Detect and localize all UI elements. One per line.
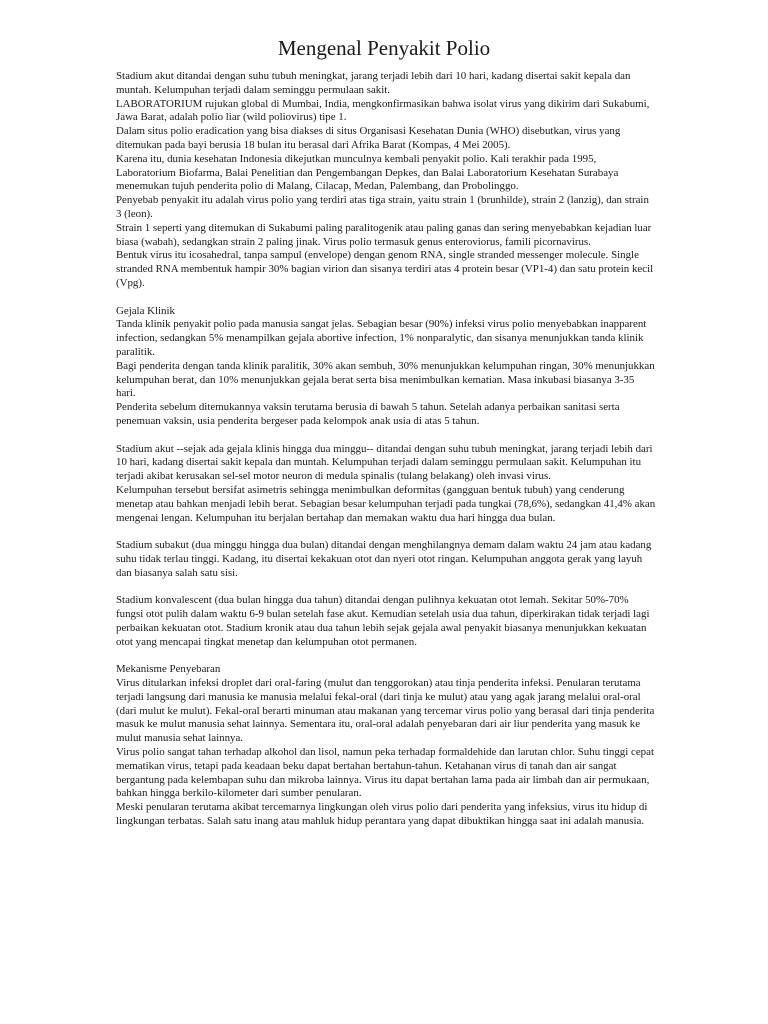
paragraph: Tanda klinik penyakit polio pada manusia sangat jelas. Sebagian besar (90%) infeksi virus polio menyebabkan inapparent infection, sedangkan 5% menampilkan gejala abortive infection, 1% nonparalytic, dan sisanya menunjukkan tanda klinik paralitik. xyxy=(116,318,647,358)
paragraph: LABORATORIUM rujukan global di Mumbai, India, mengkonfirmasikan bahwa isolat virus yang dikirim dari Sukabumi, Jawa Barat, adalah polio liar (wild poliovirus) tipe 1. xyxy=(116,97,650,124)
paragraph: Strain 1 seperti yang ditemukan di Sukabumi paling paralitogenik atau paling ganas dan sering menyebabkan kejadian luar biasa (wabah), sedangkan strain 2 paling jinak. Virus polio termasuk genus enteroviorus, famili picornavirus. xyxy=(116,221,652,248)
paragraph: Stadium subakut (dua minggu hingga dua bulan) ditandai dengan menghilangnya demam dalam waktu 24 jam atau kadang suhu tidak terlau tinggi. Kadang, itu disertai kekakuan otot dan nyeri otot ringan. Kelumpuhan anggota gerak yang layuh dan biasanya salah satu sisi. xyxy=(116,539,652,579)
paragraph: Karena itu, dunia kesehatan Indonesia dikejutkan munculnya kembali penyakit polio. Kali terakhir pada 1995, Laboratorium Biofarma, Balai Penelitian dan Pengembangan Depkes, dan Balai Laboratorium Kesehatan Surabaya menemukan tujuh penderita polio di Malang, Cilacap, Medan, Palembang, dan Probolinggo. xyxy=(116,152,619,193)
paragraph-spacer xyxy=(116,580,656,594)
paragraph: Bentuk virus itu icosahedral, tanpa sampul (envelope) dengan genom RNA, single stranded messenger molecule. Single stranded RNA membentuk hampir 30% bagian virion dan sisanya terdiri atas 4 protein besar (VP1-4) dan satu protein kecil (Vpg). xyxy=(116,249,654,289)
paragraph: Meski penularan terutama akibat tercemarnya lingkungan oleh virus polio dari penderita yang infeksius, virus itu hidup di lingkungan terbatas. Salah satu inang atau mahluk hidup perantara yang dapat dibuktikan hingga saat ini adalah manusia. xyxy=(116,801,648,828)
paragraph: Gejala Klinik xyxy=(116,304,175,317)
document-title: Mengenal Penyakit Polio xyxy=(277,36,491,60)
paragraph: Virus polio sangat tahan terhadap alkohol dan lisol, namun peka terhadap formaldehide dan larutan chlor. Suhu tinggi cepat mematikan virus, tetapi pada keadaan beku dapat bertahan bertahun-tahun. Ketahanan virus di tanah dan air sangat bergantung pada kelembapan suhu dan mikroba lainnya. Virus itu dapat bertahan lama pada air limbah dan air permukaan, bahkan hingga berkilo-kilometer dari sumber penularan. xyxy=(116,746,654,800)
paragraph-spacer xyxy=(116,291,656,305)
paragraph: Dalam situs polio eradication yang bisa diakses di situs Organisasi Kesehatan Dunia (WHO) disebutkan, virus yang ditemukan pada bayi berusia 18 bulan itu berasal dari Afrika Barat (Kompas, 4 Mei 2005). xyxy=(116,125,621,151)
paragraph-spacer xyxy=(116,429,656,443)
paragraph: Penyebab penyakit itu adalah virus polio yang terdiri atas tiga strain, yaitu strain 1 (brunhilde), strain 2 (lanzig), dan strain 3 (leon). xyxy=(116,194,649,220)
paragraph: Stadium akut ditandai dengan suhu tubuh meningkat, jarang terjadi lebih dari 10 hari, kadang disertai sakit kepala dan muntah. Kelumpuhan terjadi dalam seminggu permulaan sakit. xyxy=(116,70,631,96)
paragraph: Virus ditularkan infeksi droplet dari oral-faring (mulut dan tenggorokan) atau tinja penderita infeksi. Penularan terutama terjadi langsung dari manusia ke manusia melalui fekal-oral (dari tinja ke mulut) atau yang agak jarang melalui oral-oral (dari mulut ke mulut). Fekal-oral berarti minuman atau makanan yang tercemar virus polio yang berasal dari tinja penderita masuk ke mulut manusia sehat lainnya. Sementara itu, oral-oral adalah penyebaran dari air liur penderita yang masuk ke mulut manusia sehat lainnya. xyxy=(116,677,655,745)
paragraph-spacer xyxy=(116,649,656,663)
paragraph: Kelumpuhan tersebut bersifat asimetris sehingga menimbulkan deformitas (gangguan bentuk tubuh) yang cenderung menetap atau bahkan menjadi lebih berat. Sebagian besar kelumpuhan terjadi pada tungkai (78,6%), sedangkan 41,4% akan mengenai lengan. Kelumpuhan itu berjalan bertahap dan memakan waktu dua hari hingga dua bulan. xyxy=(116,483,656,524)
paragraph: Stadium akut --sejak ada gejala klinis hingga dua minggu-- ditandai dengan suhu tubuh meningkat, jarang terjadi lebih dari 10 hari, kadang disertai sakit kepala dan muntah. Kelumpuhan terjadi dalam seminggu permulaan sakit. Kelumpuhan itu terjadi akibat kerusakan sel-sel motor neuron di medula spinalis (tulang belakang) oleh invasi virus. xyxy=(116,442,653,483)
paragraph: Stadium konvalescent (dua bulan hingga dua tahun) ditandai dengan pulihnya kekuatan otot lemah. Sekitar 50%-70% fungsi otot pulih dalam waktu 6-9 bulan setelah fase akut. Kemudian setelah usia dua tahun, diperkirakan tidak terjadi lagi perbaikan kekuatan otot. Stadium kronik atau dua tahun lebih sejak gejala awal penyakit biasanya menunjukkan kekuatan otot yang mencapai tingkat menetap dan kelumpuhan otot permanen. xyxy=(116,594,650,648)
paragraph: Bagi penderita dengan tanda klinik paralitik, 30% akan sembuh, 30% menunjukkan kelumpuhan ringan, 30% menunjukkan kelumpuhan berat, dan 10% menunjukkan gejala berat serta bisa menimbulkan kematian. Masa inkubasi biasanya 3-35 hari. xyxy=(116,359,655,400)
document-body xyxy=(116,70,656,829)
paragraph: Penderita sebelum ditemukannya vaksin terutama berusia di bawah 5 tahun. Setelah adanya perbaikan sanitasi serta penemuan vaksin, usia penderita bergeser pada kelompok anak usia di atas 5 tahun. xyxy=(116,401,620,427)
paragraph-spacer xyxy=(116,525,656,539)
paragraph: Mekanisme Penyebaran xyxy=(116,663,221,676)
